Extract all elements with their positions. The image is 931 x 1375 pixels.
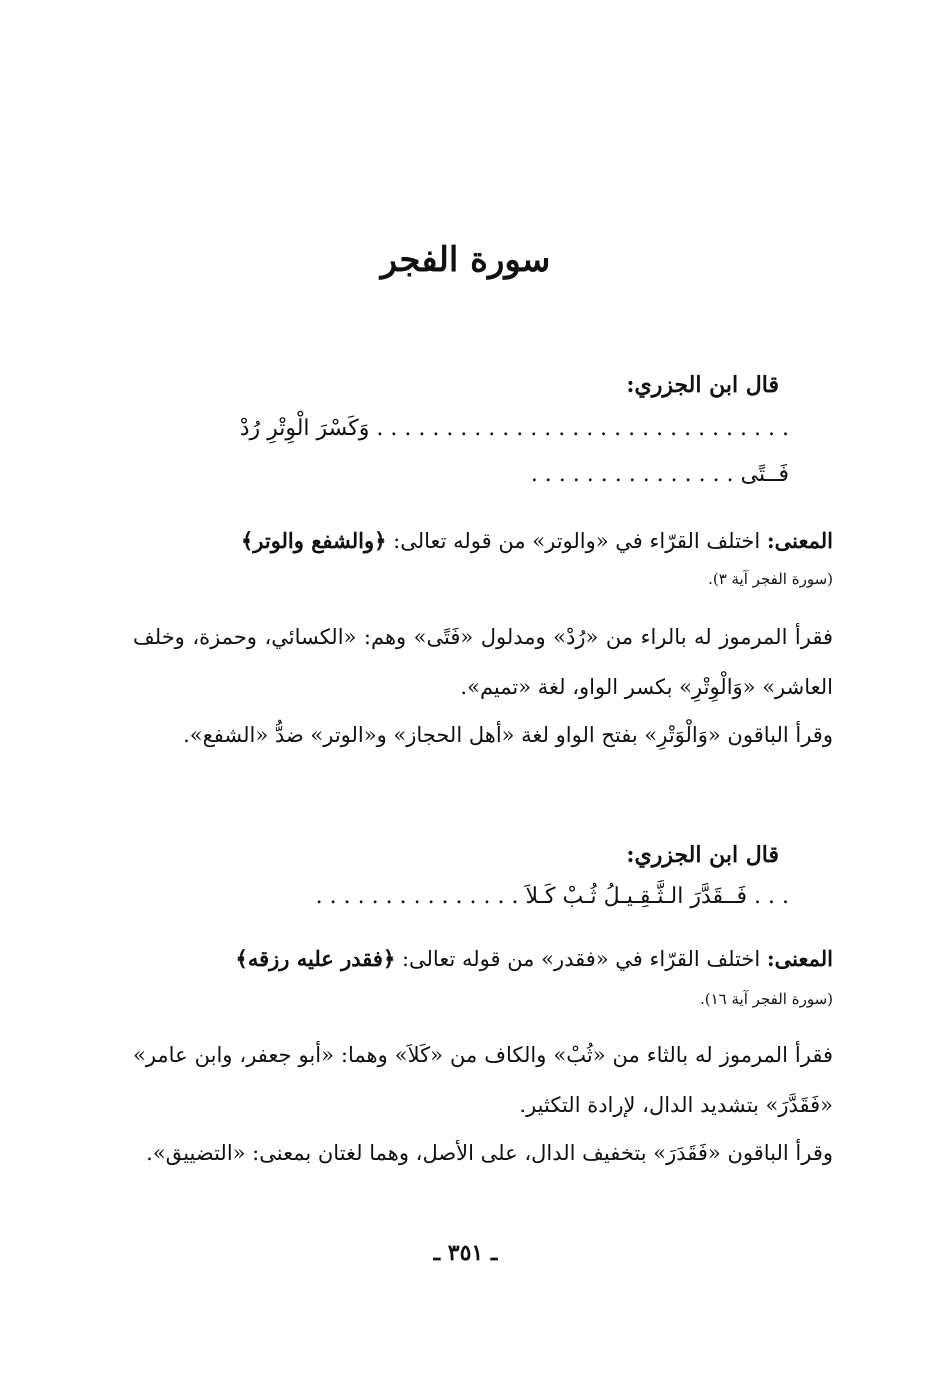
meaning-text: اختلف القرّاء في «فقدر» من قوله تعالى: — [401, 947, 761, 971]
verse-text: . . . . . . . . . . . . . . . . . . . . . . . . . . . . . . وَكَسْرَ الْوِتْرِ رُدْ — [239, 416, 789, 441]
meaning-text: اختلف القرّاء في «والوتر» من قوله تعالى: — [393, 529, 761, 553]
verse-line-2a — [160, 884, 789, 909]
page-number: ـ ٣٥١ ـ — [433, 1240, 498, 1266]
reading-paragraph-2a: فقرأ المرموز له بالثاء من «ثُبْ» والكاف من «كَلاَ» وهما: «أبو جعفر، وابن عامر» «فَقَدَّرَ» بتشديد الدال، لإرادة التكثير. — [133, 1043, 833, 1117]
reading-paragraph-2b: وقرأ الباقون «فَقَدَرَ» بتخفيف الدال، على الأصل، وهما لغتان بمعنى: «التضييق». — [146, 1141, 833, 1165]
ibn-jazari-heading-2: قال ابن الجزري: — [626, 842, 779, 868]
verse-text: فَــتًى . . . . . . . . . . . . . . . — [530, 462, 789, 487]
verse-line-1a — [160, 416, 789, 441]
meaning-label: المعنى: — [766, 528, 833, 553]
ibn-jazari-heading-1: قال ابن الجزري: — [626, 372, 779, 398]
verse-line-1b — [160, 462, 789, 487]
meaning-paragraph-2 — [133, 934, 833, 984]
verse-text: . . . فَــقَدَّرَ الـثَّـقِـيـلُ ثُـبْ كَـلاَ . . . . . . . . . . . . . . . — [315, 884, 789, 909]
surah-title: سورة الفجر — [380, 240, 551, 280]
reading-paragraph-1a: فقرأ المرموز له بالراء من «رُدْ» ومدلول «فَتًى» وهم: «الكسائي، وحمزة، وخلف العاشر» «وَالْوِتْرِ» بكسر الواو، لغة «تميم». — [133, 625, 833, 699]
surah-reference-1: (سورة الفجر آية ٣). — [708, 570, 833, 588]
ayah-quote: ﴿فقدر عليه رزقه﴾ — [235, 946, 396, 971]
meaning-paragraph-1 — [133, 516, 833, 566]
surah-reference-2: (سورة الفجر آية ١٦). — [700, 990, 833, 1008]
ayah-quote: ﴿والشفع والوتر﴾ — [240, 528, 387, 553]
meaning-label: المعنى: — [766, 946, 833, 971]
reading-paragraph-1b: وقرأ الباقون «وَالْوَتْرِ» بفتح الواو لغة «أهل الحجاز» و«الوتر» ضدُّ «الشفع». — [183, 723, 833, 747]
